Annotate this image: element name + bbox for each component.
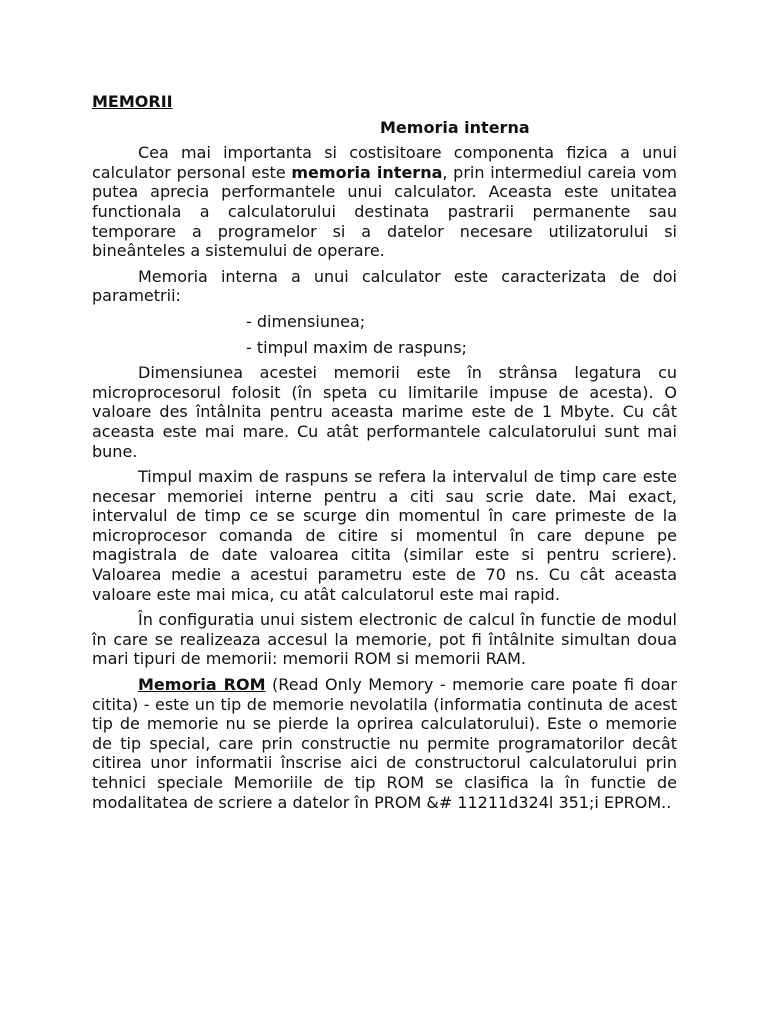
- term-memoria-rom: Memoria ROM: [138, 675, 266, 695]
- list-item-response-time: - timpul maxim de raspuns;: [246, 337, 467, 357]
- document-page: [92, 92, 677, 818]
- section-title: Memoria interna: [380, 117, 530, 137]
- list-item-dimension: - dimensiunea;: [246, 311, 366, 331]
- document-heading: MEMORII: [92, 92, 173, 111]
- paragraph-rom: [92, 675, 677, 812]
- paragraph-memory-types: În configuratia unui sistem electronic de calcul în functie de modul în care se realizeaza accesul la memorie, pot fi întâlnite simultan doua mari tipuri de memorii: memorii ROM si memorii RAM.: [92, 610, 677, 669]
- paragraph-rom-text: (Read Only Memory - memorie care poate fi doar citita) - este un tip de memorie nevolatila (informatia continuta de acest tip de memorie nu se pierde la oprirea calculatorului). Este o memorie de tip special, care prin constructie nu permite programatorilor decât citirea unor informatii înscrise aici de constructorul calculatorului prin tehnici speciale Memoriile de tip ROM se clasifica la în functie de modalitatea de scriere a datelor în PROM &# 11211d324l 351;i EPROM..: [92, 675, 678, 812]
- paragraph-response-time: Timpul maxim de raspuns se refera la intervalul de timp care este necesar memoriei interne pentru a citi sau scrie date. Mai exact, intervalul de timp ce se scurge din momentul în care primeste de la microprocesor comanda de citire si momentul în care depune pe magistrala de date valoarea citita (similar este si pentru scriere). Valoarea medie a acestui parametru este de 70 ns. Cu cât aceasta valoare este mai mica, cu atât calculatorul este mai rapid.: [92, 467, 677, 604]
- term-memoria-interna: memoria interna: [291, 162, 443, 182]
- paragraph-intro-text: Cea mai importanta si costisitoare componenta fizica a unui calculator personal este: [92, 143, 677, 182]
- paragraph-parameters: Memoria interna a unui calculator este caracterizata de doi parametrii:: [92, 266, 677, 306]
- paragraph-dimension: Dimensiunea acestei memorii este în strânsa legatura cu microprocesorul folosit (în speta cu limitarile impuse de acesta). O valoare des întâlnita pentru aceasta marime este de 1 Mbyte. Cu cât aceasta este mai mare. Cu atât performantele calculatorului sunt mai bune.: [92, 363, 677, 461]
- paragraph-intro: [92, 143, 677, 261]
- paragraph-intro-rest: , prin intermediul careia vom putea aprecia performantele unui calculator. Aceasta este unitatea functionala a calculatorului destinata pastrarii permanente sau temporare a programelor si a datelor necesare utilizatorului si bineânteles a sistemului de operare.: [92, 162, 677, 261]
